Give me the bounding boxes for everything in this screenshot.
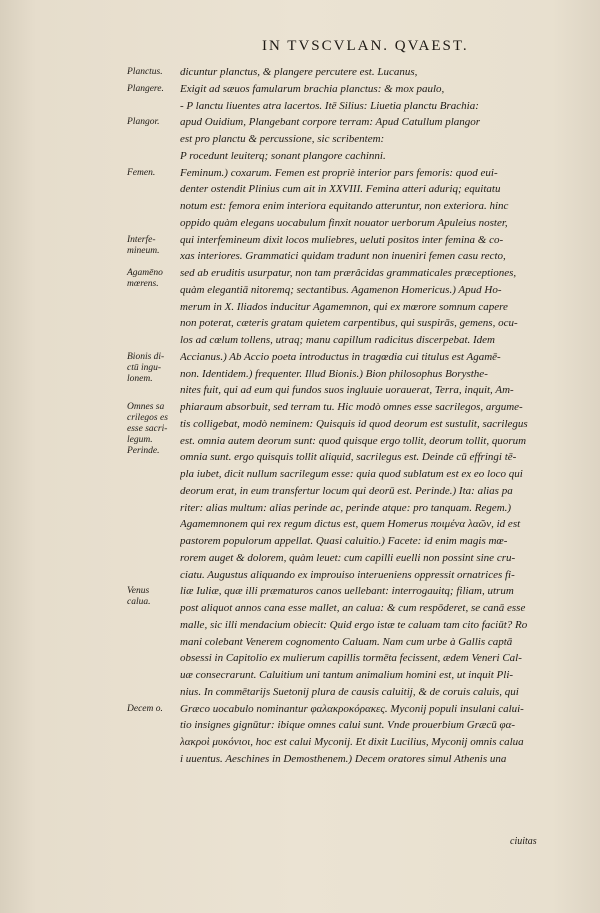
- text-line: rorem auget & dolorem, quàm leuet: cum capilli euelli non possint sine cru-: [180, 551, 516, 564]
- margin-note: Decem o.: [127, 703, 163, 714]
- text-line: omnia sunt. ergo quisquis tollit aliquid, sacrilegus est. Deinde cū effringi tē-: [180, 451, 517, 464]
- running-head: IN TVSCVLAN. QVAEST.: [262, 38, 469, 54]
- text-line: est. omnia autem deorum sunt: quod quisque ergo tollit, deorum tollit, quorum: [180, 434, 527, 447]
- text-line: i uuentus. Aeschines in Demosthenem.) Decem oratores simul Athenis una: [180, 752, 507, 765]
- text-line: mani colebant Venerem cognomento Caluam. Nam cum urbe à Gallis captā: [180, 635, 513, 648]
- margin-note: Femen.: [127, 167, 156, 178]
- text-line: Agamemnonem qui rex regum dictus est, quem Homerus ποιμένα λαῶν, id est: [180, 518, 521, 531]
- text-line: - P lanctu liuentes atra lacertos. Itē Silius: Liuetia planctu Brachia:: [180, 99, 479, 112]
- text-line: liæ Iuliæ, quæ illi præmaturos canos uellebant: interrogauitq; filiam, utrum: [180, 585, 514, 598]
- margin-note: Agamēno mœrens.: [127, 268, 163, 289]
- text-line: tis colligebat, modò neminem: Quisquis id quod deorum est sustulit, sacrilegus: [180, 417, 528, 430]
- text-line: apud Ouidium, Plangebant corpore terram: Apud Catullum plangor: [180, 116, 481, 129]
- text-line: pla iubet, dicit nullum sacrilegum esse: quia quod sublatum est ex eo loco qui: [180, 468, 523, 480]
- margin-note: Venus calua.: [127, 586, 151, 608]
- margin-note: Plangor.: [127, 117, 160, 128]
- text-line: uæ consecrarunt. Caluitium uni tantum animalium homini est, ut inquit Pli-: [180, 669, 514, 681]
- text-line: riter: alias multum: alias perinde ac, perinde atque: pro tanquam. Regem.): [180, 501, 512, 514]
- text-line: sed ab eruditis usurpatur, non tam prærâcidas grammaticales præceptiones,: [180, 267, 517, 279]
- text-line: xas interiores. Grammatici quidam tradunt non inueniri femen casu recto,: [180, 250, 506, 263]
- margin-note: Omnes sa crilegos es esse sacri- legum. Perinde.: [127, 402, 168, 456]
- text-line: quàm elegantiā nitoremq; sectantibus. Agamenon Homericus.) Apud Ho-: [180, 283, 502, 296]
- text-line: Exigit ad sæuos famularum brachia planctus: & mox paulo,: [180, 82, 445, 95]
- margin-note: Planctus.: [127, 67, 163, 77]
- text-line: Accianus.) Ab Accio poeta introductus in tragœdia cui titulus est Agamē-: [180, 350, 501, 363]
- text-line: deorum erat, in eum transfertur locum qui deorū est. Perinde.) Ita: alias pa: [180, 484, 513, 497]
- catchword: ciuitas: [510, 836, 537, 847]
- main-text: [180, 64, 570, 768]
- text-line: ciatu. Augustus aliquando ex improuiso interueniens oppressit ornatrices fi-: [180, 568, 515, 581]
- text-line: phiaraum absorbuit, sed terram tu. Hic modò omnes esse sacrilegos, argume-: [180, 401, 523, 413]
- text-line: nites fuit, qui ad eum qui fundos suos ingluuie uorauerat, Terra, inquit, Am-: [180, 384, 514, 397]
- margin-note: Plangere.: [127, 83, 164, 94]
- text-line: est pro planctu & percussione, sic scribentem:: [180, 133, 385, 145]
- text-line: Græco uocabulo nominantur φαλακροκόρακες. Myconij populi insulani calui-: [180, 702, 524, 715]
- text-line: dicuntur planctus, & plangere percutere est. Lucanus,: [180, 66, 418, 78]
- margin-note: Interfe- mineum.: [127, 234, 160, 256]
- text-line: denter ostendit Plinius cum ait in XXVIII. Femina atteri aduriq; equitatu: [180, 183, 501, 196]
- text-line: malle, sic illi mendacium obiecit: Quid ergo istæ te caluam tam cito faciūt? Ro: [180, 618, 528, 631]
- text-line: λακροὶ μυκόνιοι, hoc est calui Myconij. Et dixit Lucilius, Myconij omnis calua: [180, 736, 524, 748]
- text-line: los ad cœlum tollens, utraq; manu capillum radicitus discerpebat. Idem: [180, 334, 495, 346]
- text-line: non. Identidem.) frequenter. Illud Bionis.) Bion philosophus Borysthe-: [180, 367, 488, 380]
- text-line: non poterat, cæteris gratam quietem carpentibus, qui suspirās, gemens, ocu-: [180, 317, 518, 330]
- text-line: notum est: femora enim interiora equitando atteruntur, non exteriora. hinc: [180, 200, 509, 212]
- text-line: post aliquot annos cana esse mallet, an calua: & cum respōderet, se canā esse: [180, 602, 526, 614]
- text-line: oppido quàm elegans uocabulum finxit nouator uerborum Apuleius noster,: [180, 216, 508, 229]
- text-line: qui interfemineum dixit locos muliebres, ueluti positos inter femina & co-: [180, 233, 504, 246]
- text-line: P rocedunt leuiterq; sonant plangore cachinni.: [180, 149, 386, 162]
- text-line: Feminum.) coxarum. Femen est propriè interior pars femoris: quod eui-: [180, 166, 498, 179]
- text-line: nius. In commētarijs Suetonij plura de causis caluitij, & de coruis caluis, qui: [180, 685, 519, 698]
- text-line: merum in X. Iliados inducitur Agamemnon, qui ex mœrore somnum capere: [180, 300, 508, 313]
- text-line: tio insignes gignūtur: ibique omnes calui sunt. Vnde prouerbium Græcū φα-: [180, 719, 516, 732]
- margin-note: Bionis di- ctū ingu- lonem.: [127, 351, 165, 384]
- text-line: pastorem populorum appellat. Quasi caluitio.) Facete: id enim magis mœ-: [180, 535, 508, 547]
- text-line: obsessi in Capitolio ex mulierum capillis tormēta fecissent, ædem Veneri Cal-: [180, 652, 522, 665]
